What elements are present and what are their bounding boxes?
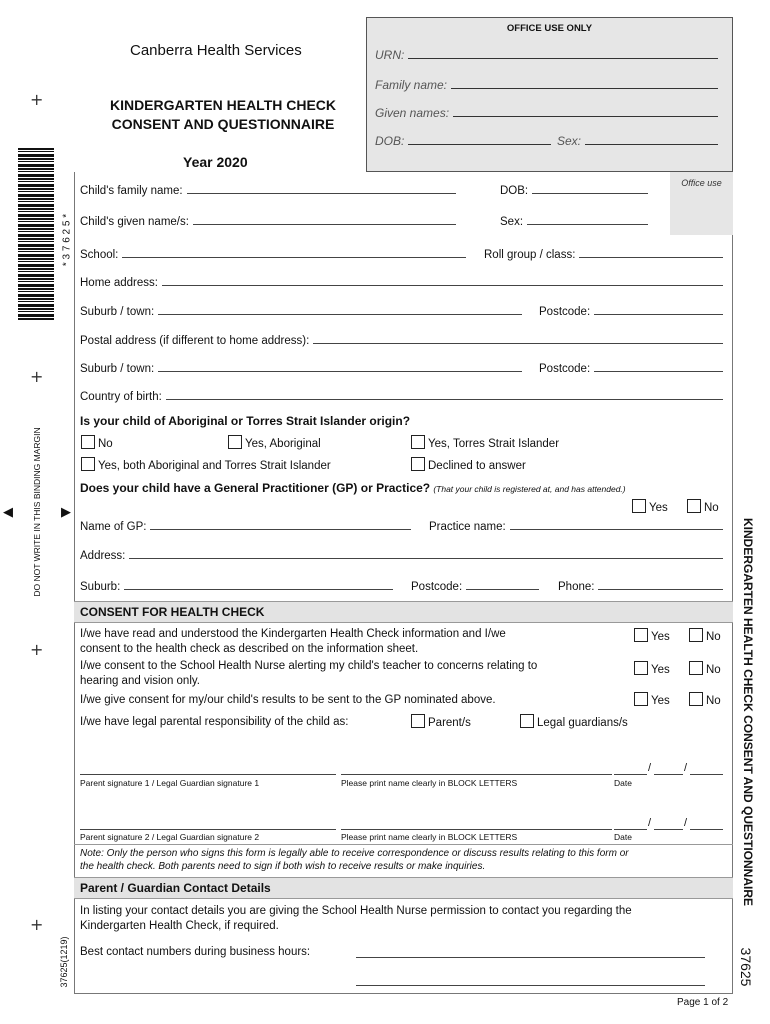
postal-address-field[interactable]: [80, 335, 723, 347]
origin-both-label: Yes, both Aboriginal and Torres Strait Islander: [98, 460, 331, 472]
checkbox-icon[interactable]: [634, 661, 648, 675]
checkbox-icon[interactable]: [634, 692, 648, 706]
date-separator: /: [648, 817, 652, 829]
office-dob-field[interactable]: [375, 134, 551, 148]
date-1-field[interactable]: [614, 762, 723, 775]
origin-option-aboriginal[interactable]: [228, 435, 321, 450]
school-field[interactable]: [80, 249, 466, 261]
checkbox-icon[interactable]: [411, 435, 425, 449]
office-dob-label: DOB:: [375, 134, 405, 148]
checkbox-icon[interactable]: [689, 628, 703, 642]
arrow-right-icon: ▶: [61, 504, 71, 519]
registration-mark: +: [30, 640, 44, 659]
child-dob-label: DOB:: [500, 185, 529, 197]
practice-name-field[interactable]: [429, 521, 723, 533]
school-label: School:: [80, 249, 119, 261]
office-given-names-field[interactable]: [375, 106, 718, 120]
consent-statement-3: I/we give consent for my/our child's results to be sent to the GP nominated above.: [80, 694, 496, 706]
origin-option-tsi[interactable]: [411, 435, 559, 450]
postal-address-label: Postal address (if different to home address):: [80, 335, 310, 347]
checkbox-icon[interactable]: [411, 457, 425, 471]
parent-option[interactable]: [411, 714, 471, 729]
print-name-2-line[interactable]: [341, 829, 612, 830]
gp-question-note: (That your child is registered at, and has attended.): [433, 484, 626, 494]
office-use-box: [366, 17, 733, 172]
gp-address-field[interactable]: [80, 550, 723, 562]
roll-group-field[interactable]: [484, 249, 723, 261]
contact-heading: Parent / Guardian Contact Details: [74, 877, 733, 899]
child-sex-field[interactable]: [500, 216, 648, 228]
checkbox-icon[interactable]: [81, 457, 95, 471]
registration-mark: +: [30, 90, 44, 109]
office-sex-label: Sex:: [557, 134, 582, 148]
suburb-town-label: Suburb / town:: [80, 306, 155, 318]
origin-declined-label: Declined to answer: [428, 460, 526, 472]
checkbox-icon[interactable]: [520, 714, 534, 728]
origin-aboriginal-label: Yes, Aboriginal: [245, 438, 321, 450]
origin-option-declined[interactable]: [411, 457, 526, 472]
contact-number-1-line[interactable]: [356, 957, 705, 958]
origin-option-both[interactable]: [81, 457, 331, 472]
date-separator: /: [684, 762, 688, 774]
consent-1-yes-label: Yes: [651, 631, 670, 643]
consent-3-no[interactable]: [689, 692, 721, 707]
barcode: [18, 148, 54, 320]
postal-suburb-field[interactable]: [80, 363, 522, 375]
barcode-digits: * 3 7 6 2 5 *: [61, 213, 73, 267]
gp-question-text: Does your child have a General Practitioner (GP) or Practice?: [80, 481, 431, 495]
consent-2-no-label: No: [706, 664, 721, 676]
child-family-name-label: Child's family name:: [80, 185, 183, 197]
checkbox-icon[interactable]: [228, 435, 242, 449]
home-address-field[interactable]: [80, 277, 723, 289]
office-family-name-label: Family name:: [375, 78, 448, 92]
gp-no-label: No: [704, 502, 719, 514]
home-address-label: Home address:: [80, 277, 158, 289]
office-sex-field[interactable]: [557, 134, 718, 148]
gp-name-field[interactable]: [80, 521, 411, 533]
office-urn-label: URN:: [375, 48, 405, 62]
print-name-1-line[interactable]: [341, 774, 612, 775]
page-number: Page 1 of 2: [677, 997, 729, 1008]
signature-1-line[interactable]: [80, 774, 336, 775]
origin-option-no[interactable]: [81, 435, 113, 450]
guardian-option-label: Legal guardians/s: [537, 717, 628, 729]
consent-2-yes[interactable]: [634, 661, 670, 676]
checkbox-icon[interactable]: [411, 714, 425, 728]
signature-2-line[interactable]: [80, 829, 336, 830]
guardian-option[interactable]: [520, 714, 628, 729]
consent-1-no-label: No: [706, 631, 721, 643]
postcode-field[interactable]: [539, 306, 723, 318]
consent-2-yes-label: Yes: [651, 664, 670, 676]
organisation-name: Canberra Health Services: [130, 42, 302, 59]
country-of-birth-label: Country of birth:: [80, 391, 162, 403]
child-given-names-field[interactable]: [80, 216, 456, 228]
date-separator: /: [684, 817, 688, 829]
gp-phone-field[interactable]: [558, 581, 723, 593]
postal-suburb-label: Suburb / town:: [80, 363, 155, 375]
parent-option-label: Parent/s: [428, 717, 471, 729]
contact-number-2-line[interactable]: [356, 985, 705, 986]
contact-intro-line1: In listing your contact details you are giving the School Health Nurse permission to contact you regarding the: [80, 905, 632, 917]
gp-phone-label: Phone:: [558, 581, 595, 593]
checkbox-icon[interactable]: [634, 628, 648, 642]
signature-note-line2: the health check. Both parents need to sign if both wish to receive results or make inquiries.: [80, 860, 486, 872]
postcode-label: Postcode:: [539, 306, 591, 318]
roll-group-label: Roll group / class:: [484, 249, 576, 261]
contact-intro: [80, 904, 632, 934]
origin-no-label: No: [98, 438, 113, 450]
office-urn-field[interactable]: [375, 48, 718, 62]
country-of-birth-field[interactable]: [80, 391, 723, 403]
binding-margin-text: DO NOT WRITE IN THIS BINDING MARGIN: [32, 427, 42, 597]
print-name-1-label: Please print name clearly in BLOCK LETTERS: [341, 778, 518, 788]
office-given-names-label: Given names:: [375, 106, 450, 120]
gp-yes-label: Yes: [649, 502, 668, 514]
checkbox-icon[interactable]: [689, 661, 703, 675]
date-1-label: Date: [614, 778, 632, 788]
office-family-name-field[interactable]: [375, 78, 718, 92]
consent-3-no-label: No: [706, 695, 721, 707]
print-name-2-label: Please print name clearly in BLOCK LETTERS: [341, 832, 518, 842]
consent-3-yes-label: Yes: [651, 695, 670, 707]
gp-postcode-label: Postcode:: [411, 581, 463, 593]
date-2-field[interactable]: [614, 817, 723, 830]
consent-statement-1-line2: consent to the health check as described on the information sheet.: [80, 643, 419, 655]
gp-name-label: Name of GP:: [80, 521, 147, 533]
consent-1-no[interactable]: [689, 628, 721, 643]
consent-statement-1: [80, 627, 506, 657]
gp-postcode-field[interactable]: [411, 581, 539, 593]
gp-address-label: Address:: [80, 550, 126, 562]
child-sex-label: Sex:: [500, 216, 524, 228]
consent-1-yes[interactable]: [634, 628, 670, 643]
arrow-left-icon: ◀: [3, 504, 13, 519]
registration-mark: +: [30, 367, 44, 386]
child-dob-field[interactable]: [500, 185, 648, 197]
form-title-line1: KINDERGARTEN HEALTH CHECK: [109, 97, 337, 113]
suburb-town-field[interactable]: [80, 306, 522, 318]
office-use-side-box: [670, 172, 733, 235]
form-title-line2: CONSENT AND QUESTIONNAIRE: [111, 116, 335, 132]
consent-statement-1-line1: I/we have read and understood the Kindergarten Health Check information and I/we: [80, 628, 506, 640]
child-family-name-field[interactable]: [80, 185, 456, 197]
office-use-side-label: Office use: [681, 178, 722, 188]
signature-2-label: Parent signature 2 / Legal Guardian signature 2: [80, 832, 260, 842]
child-given-names-label: Child's given name/s:: [80, 216, 189, 228]
gp-yes-option[interactable]: [632, 499, 668, 514]
origin-tsi-label: Yes, Torres Strait Islander: [428, 438, 560, 450]
checkbox-icon[interactable]: [81, 435, 95, 449]
practice-name-label: Practice name:: [429, 521, 506, 533]
consent-statement-4: I/we have legal parental responsibility of the child as:: [80, 716, 349, 728]
origin-question: Is your child of Aboriginal or Torres Strait Islander origin?: [80, 414, 411, 428]
contact-intro-line2: Kindergarten Health Check, if required.: [80, 920, 279, 932]
best-contact-label: Best contact numbers during business hours:: [80, 946, 311, 958]
signature-note-line1: Note: Only the person who signs this form is legally able to receive correspondence or discuss results relating to this form or: [80, 848, 629, 859]
form-title: [78, 96, 368, 134]
checkbox-icon[interactable]: [689, 692, 703, 706]
gp-suburb-label: Suburb:: [80, 581, 121, 593]
right-margin-title: KINDERGARTEN HEALTH CHECK CONSENT AND QUESTIONNAIRE: [741, 517, 755, 907]
consent-heading: CONSENT FOR HEALTH CHECK: [74, 601, 733, 623]
consent-statement-2-line1: I/we consent to the School Health Nurse alerting my child's teacher to concerns relating to: [80, 660, 538, 672]
registration-mark: +: [30, 915, 44, 934]
date-separator: /: [648, 762, 652, 774]
gp-suburb-field[interactable]: [80, 581, 393, 593]
gp-question: [80, 481, 626, 495]
signature-note: [74, 844, 733, 873]
checkbox-icon[interactable]: [632, 499, 646, 513]
date-2-label: Date: [614, 832, 632, 842]
gp-no-option[interactable]: [687, 499, 719, 514]
consent-2-no[interactable]: [689, 661, 721, 676]
postal-postcode-label: Postcode:: [539, 363, 591, 375]
consent-statement-2: [80, 659, 537, 689]
signature-1-label: Parent signature 1 / Legal Guardian signature 1: [80, 778, 260, 788]
consent-statement-2-line2: hearing and vision only.: [80, 675, 200, 687]
form-year: Year 2020: [183, 154, 248, 170]
checkbox-icon[interactable]: [687, 499, 701, 513]
form-code-side: 37625(1219): [59, 936, 69, 988]
office-use-heading: OFFICE USE ONLY: [506, 23, 593, 34]
consent-3-yes[interactable]: [634, 692, 670, 707]
postal-postcode-field[interactable]: [539, 363, 723, 375]
right-margin-code: 37625: [738, 947, 754, 987]
